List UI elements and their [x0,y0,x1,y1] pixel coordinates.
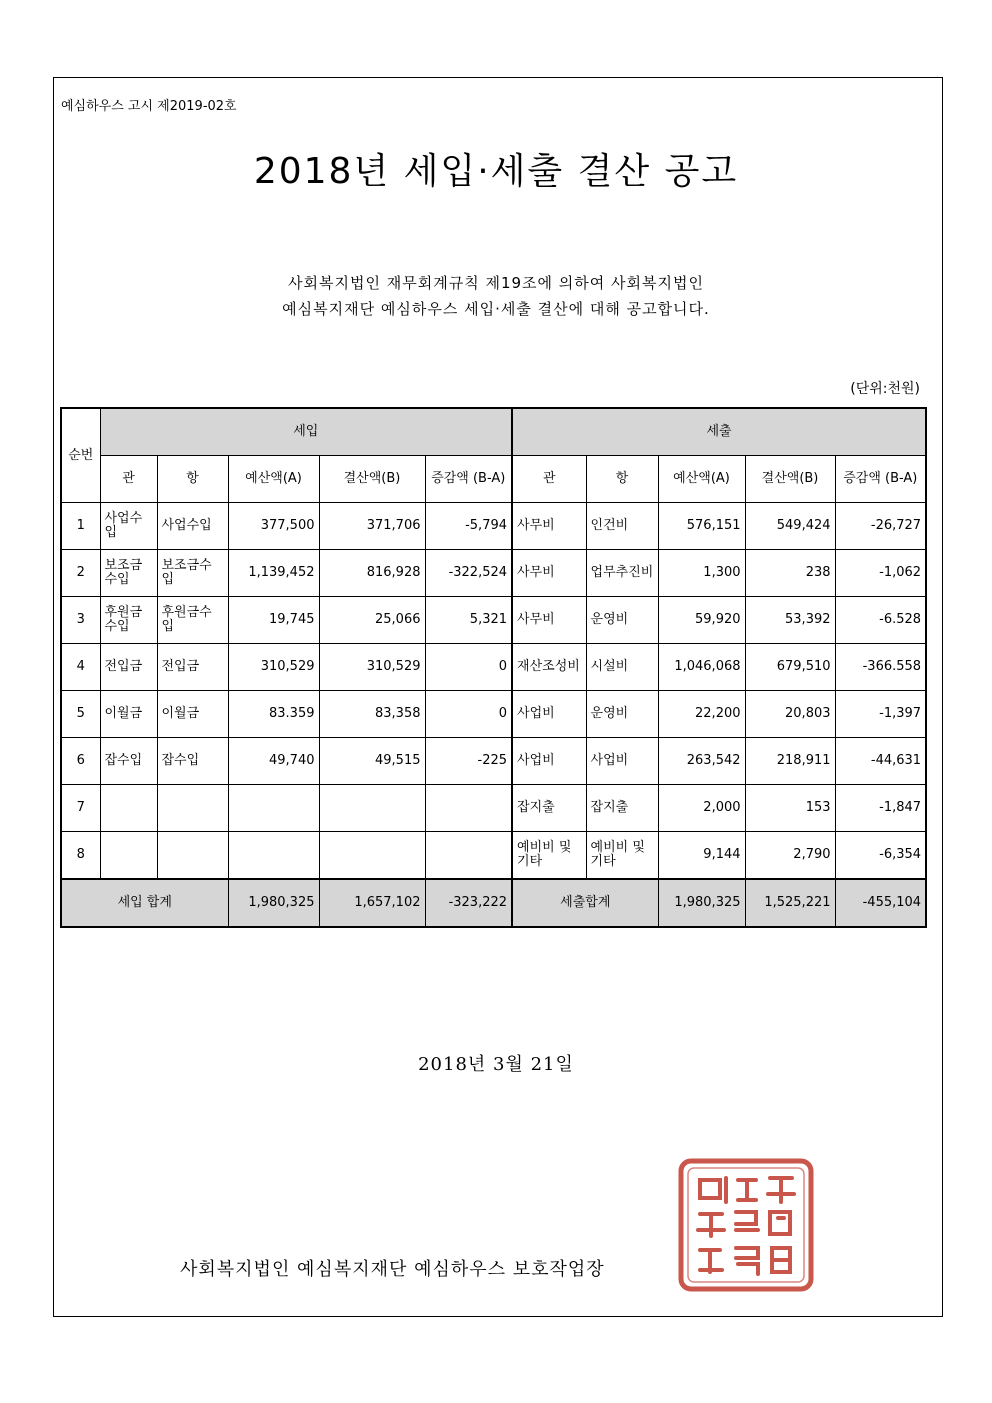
col-no-header: 순번 [61,408,100,503]
totals-row [61,879,926,927]
revenue-hang-cell: 사업수입 [157,503,228,550]
revenue-hang-cell: 보조금수입 [157,550,228,597]
revenue-diff-cell: -225 [425,738,512,785]
expenditure-diff-cell: -26,727 [835,503,926,550]
expenditure-hang-cell: 운영비 [586,691,658,738]
revenue-gwan-cell [100,785,157,832]
e-gwan-header: 관 [512,456,586,503]
revenue-total-diff: -323,222 [425,879,512,927]
revenue-budget-cell: 1,139,452 [228,550,319,597]
expenditure-hang-cell: 예비비 및 기타 [586,832,658,880]
r-settled-header: 결산액(B) [319,456,425,503]
expenditure-gwan-cell: 잡지출 [512,785,586,832]
settlement-table [60,407,927,928]
revenue-budget-cell [228,832,319,880]
r-budget-header: 예산액(A) [228,456,319,503]
e-budget-header: 예산액(A) [658,456,745,503]
expenditure-gwan-cell: 사무비 [512,597,586,644]
revenue-budget-cell: 377,500 [228,503,319,550]
revenue-hang-cell: 잡수입 [157,738,228,785]
revenue-total-settled: 1,657,102 [319,879,425,927]
intro-line-1: 사회복지법인 재무회계규칙 제19조에 의하여 사회복지법인 [288,274,704,292]
row-number: 5 [61,691,100,738]
expenditure-gwan-cell: 사무비 [512,550,586,597]
expenditure-gwan-cell: 재산조성비 [512,644,586,691]
table-row [61,738,926,785]
expenditure-hang-cell: 사업비 [586,738,658,785]
expenditure-diff-cell: -44,631 [835,738,926,785]
expenditure-budget-cell: 22,200 [658,691,745,738]
table-row [61,503,926,550]
expenditure-gwan-cell: 사업비 [512,738,586,785]
revenue-gwan-cell: 잡수입 [100,738,157,785]
row-number: 3 [61,597,100,644]
revenue-settled-cell: 371,706 [319,503,425,550]
revenue-diff-cell: -322,524 [425,550,512,597]
revenue-diff-cell: 0 [425,644,512,691]
row-number: 1 [61,503,100,550]
r-gwan-header: 관 [100,456,157,503]
expenditure-settled-cell: 218,911 [745,738,835,785]
revenue-hang-cell [157,785,228,832]
table-row [61,785,926,832]
revenue-budget-cell: 49,740 [228,738,319,785]
revenue-settled-cell [319,785,425,832]
revenue-settled-cell [319,832,425,880]
row-number: 7 [61,785,100,832]
revenue-header: 세입 [100,408,512,456]
table-row [61,832,926,880]
intro-line-2: 예심복지재단 예심하우스 세입·세출 결산에 대해 공고합니다. [282,300,710,318]
expenditure-hang-cell: 업무추진비 [586,550,658,597]
expenditure-hang-cell: 인건비 [586,503,658,550]
e-diff-header: 증감액 (B-A) [835,456,926,503]
organization-name: 사회복지법인 예심복지재단 예심하우스 보호작업장 [180,1259,605,1280]
expenditure-diff-cell: -1,397 [835,691,926,738]
revenue-gwan-cell: 후원금수입 [100,597,157,644]
expenditure-hang-cell: 잡지출 [586,785,658,832]
revenue-budget-cell: 19,745 [228,597,319,644]
expenditure-settled-cell: 53,392 [745,597,835,644]
revenue-gwan-cell: 보조금수입 [100,550,157,597]
revenue-diff-cell [425,832,512,880]
revenue-settled-cell: 83,358 [319,691,425,738]
expenditure-settled-cell: 679,510 [745,644,835,691]
revenue-hang-cell [157,832,228,880]
expenditure-diff-cell: -1,062 [835,550,926,597]
row-number: 4 [61,644,100,691]
table-row [61,597,926,644]
expenditure-total-label: 세출합계 [512,879,658,927]
revenue-budget-cell: 310,529 [228,644,319,691]
intro-text [0,270,992,322]
expenditure-gwan-cell: 사업비 [512,691,586,738]
revenue-diff-cell [425,785,512,832]
revenue-hang-cell: 전입금 [157,644,228,691]
notice-date: 2018년 3월 21일 [418,1054,574,1075]
table-row [61,691,926,738]
expenditure-settled-cell: 153 [745,785,835,832]
expenditure-hang-cell: 시설비 [586,644,658,691]
expenditure-settled-cell: 20,803 [745,691,835,738]
revenue-gwan-cell [100,832,157,880]
revenue-budget-cell: 83.359 [228,691,319,738]
expenditure-budget-cell: 59,920 [658,597,745,644]
r-diff-header: 증감액 (B-A) [425,456,512,503]
revenue-total-label: 세입 합계 [61,879,228,927]
expenditure-total-settled: 1,525,221 [745,879,835,927]
expenditure-budget-cell: 1,300 [658,550,745,597]
revenue-gwan-cell: 전입금 [100,644,157,691]
revenue-total-budget: 1,980,325 [228,879,319,927]
revenue-settled-cell: 816,928 [319,550,425,597]
header-row-1 [61,408,926,456]
revenue-settled-cell: 49,515 [319,738,425,785]
revenue-settled-cell: 310,529 [319,644,425,691]
page-title: 2018년 세입·세출 결산 공고 [253,151,739,192]
seal-stamp-icon [678,1158,814,1292]
revenue-diff-cell: -5,794 [425,503,512,550]
notice-number: 예심하우스 고시 제2019-02호 [61,99,237,114]
expenditure-settled-cell: 549,424 [745,503,835,550]
revenue-settled-cell: 25,066 [319,597,425,644]
table-row [61,550,926,597]
revenue-gwan-cell: 이월금 [100,691,157,738]
header-row-2 [61,456,926,503]
unit-label: (단위:천원) [850,381,920,397]
revenue-hang-cell: 후원금수입 [157,597,228,644]
expenditure-diff-cell: -1,847 [835,785,926,832]
expenditure-budget-cell: 9,144 [658,832,745,880]
expenditure-hang-cell: 운영비 [586,597,658,644]
e-hang-header: 항 [586,456,658,503]
row-number: 2 [61,550,100,597]
expenditure-gwan-cell: 예비비 및 기타 [512,832,586,880]
revenue-budget-cell [228,785,319,832]
revenue-gwan-cell: 사업수입 [100,503,157,550]
table-row [61,644,926,691]
row-number: 6 [61,738,100,785]
row-number: 8 [61,832,100,880]
table-body [61,503,926,880]
expenditure-total-diff: -455,104 [835,879,926,927]
revenue-diff-cell: 5,321 [425,597,512,644]
expenditure-diff-cell: -6,354 [835,832,926,880]
expenditure-settled-cell: 2,790 [745,832,835,880]
expenditure-settled-cell: 238 [745,550,835,597]
expenditure-total-budget: 1,980,325 [658,879,745,927]
expenditure-diff-cell: -366.558 [835,644,926,691]
expenditure-diff-cell: -6.528 [835,597,926,644]
expenditure-budget-cell: 2,000 [658,785,745,832]
e-settled-header: 결산액(B) [745,456,835,503]
expenditure-gwan-cell: 사무비 [512,503,586,550]
revenue-hang-cell: 이월금 [157,691,228,738]
revenue-diff-cell: 0 [425,691,512,738]
r-hang-header: 항 [157,456,228,503]
expenditure-header: 세출 [512,408,926,456]
expenditure-budget-cell: 263,542 [658,738,745,785]
expenditure-budget-cell: 1,046,068 [658,644,745,691]
expenditure-budget-cell: 576,151 [658,503,745,550]
